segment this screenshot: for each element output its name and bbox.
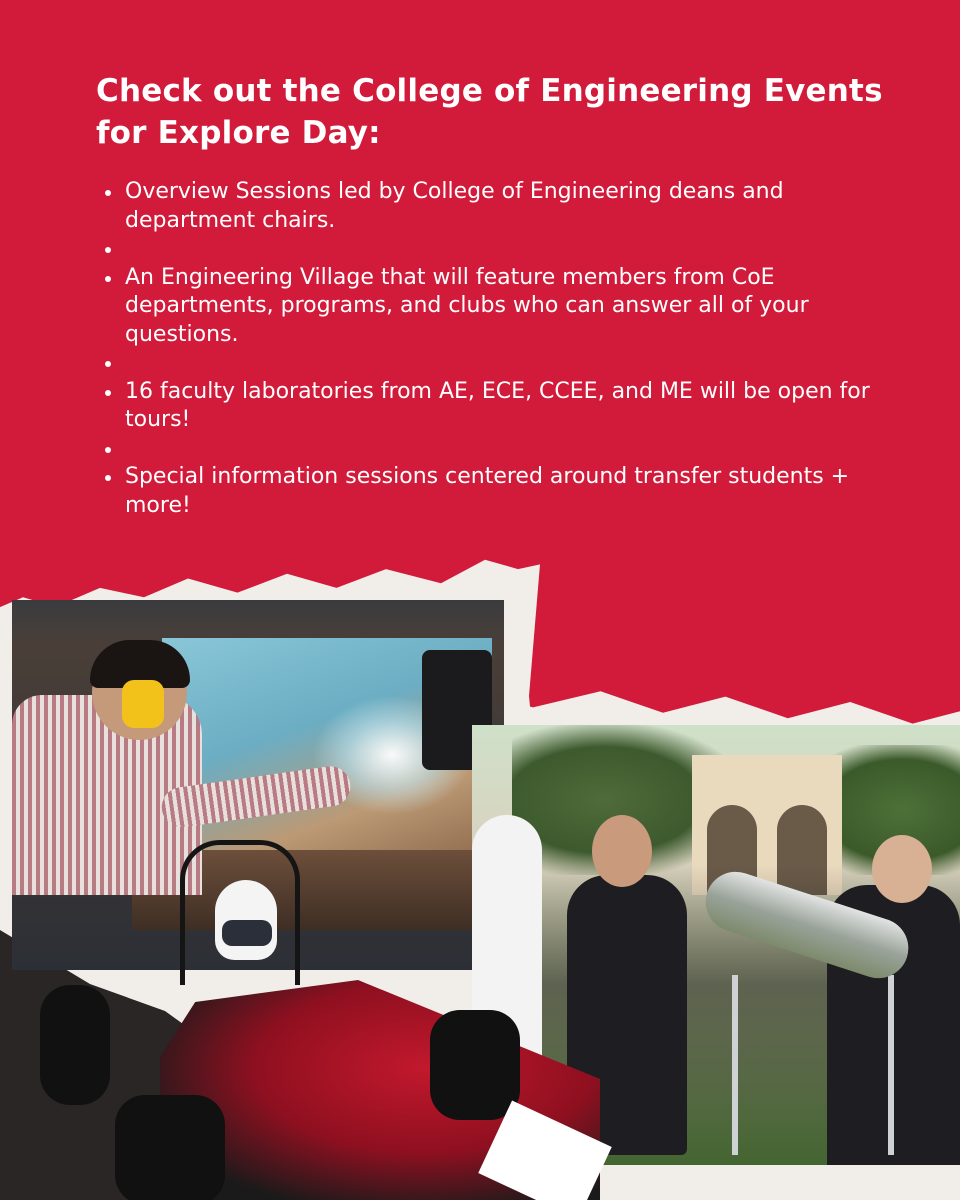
list-item-empty: [103, 235, 883, 264]
car-wheel: [40, 985, 110, 1105]
list-item: Special information sessions centered around transfer students + more!: [103, 463, 883, 520]
car-wheel: [430, 1010, 520, 1120]
student-head: [592, 815, 652, 887]
list-item: 16 faculty laboratories from AE, ECE, CCEE, and ME will be open for tours!: [103, 378, 883, 435]
rocket-stand: [732, 975, 894, 1155]
event-list: [103, 178, 883, 520]
helmet-visor: [222, 920, 272, 946]
race-car: [40, 840, 600, 1200]
list-item-empty: [103, 435, 883, 464]
car-wheel: [115, 1095, 225, 1200]
page-title: Check out the College of Engineering Events for Explore Day:: [96, 73, 883, 151]
list-item-empty: [103, 349, 883, 378]
list-item: An Engineering Village that will feature members from CoE departments, programs, and clubs who can answer all of your questions.: [103, 264, 883, 350]
ear-protection-icon: [122, 680, 164, 728]
list-item: Overview Sessions led by College of Engineering deans and department chairs.: [103, 178, 883, 235]
student-head: [872, 835, 932, 903]
